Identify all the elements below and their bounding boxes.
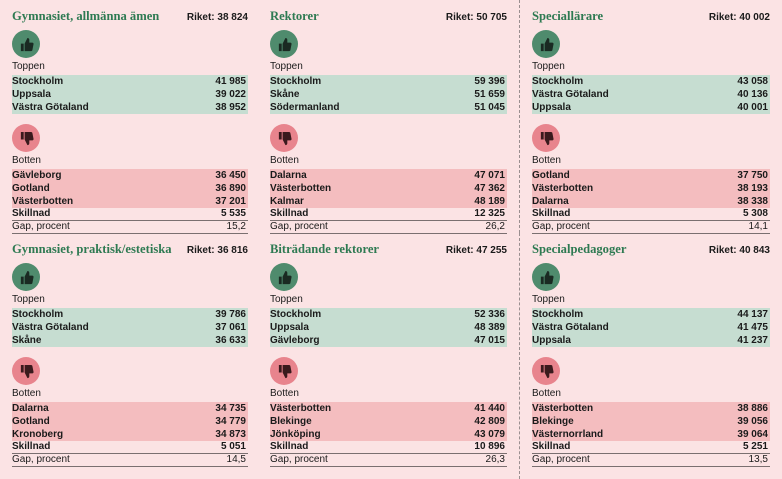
table-row xyxy=(12,402,248,415)
row-name: Gap, procent xyxy=(270,221,328,232)
county-name: Västerbotten xyxy=(532,403,594,414)
county-name: Dalarna xyxy=(532,196,569,207)
bottom-list xyxy=(532,169,770,208)
salary-panel xyxy=(0,233,258,479)
salary-value: 47 071 xyxy=(474,170,505,181)
county-name: Västerbotten xyxy=(12,196,74,207)
row-name: Skillnad xyxy=(12,441,51,452)
county-name: Västra Götaland xyxy=(532,89,609,100)
county-name: Jönköping xyxy=(270,429,321,440)
salary-value: 40 136 xyxy=(737,89,768,100)
table-row xyxy=(270,75,507,88)
table-row xyxy=(12,195,248,208)
salary-value: 43 058 xyxy=(737,76,768,87)
row-value: 15,2 xyxy=(226,221,246,232)
table-row xyxy=(532,88,770,101)
salary-value: 51 659 xyxy=(474,89,505,100)
row-value: 5 251 xyxy=(742,441,768,452)
salary-value: 38 886 xyxy=(737,403,768,414)
row-name: Skillnad xyxy=(270,208,309,219)
table-row xyxy=(270,428,507,441)
table-row xyxy=(12,321,248,334)
county-name: Dalarna xyxy=(270,170,307,181)
row-name: Skillnad xyxy=(12,208,51,219)
table-row xyxy=(12,428,248,441)
salary-panel xyxy=(520,0,782,233)
top-list xyxy=(532,75,770,114)
top-label: Toppen xyxy=(532,61,565,72)
thumbs-down-icon xyxy=(532,124,560,152)
salary-value: 39 022 xyxy=(215,89,246,100)
county-name: Gävleborg xyxy=(270,335,320,346)
national-average: Riket: 40 843 xyxy=(708,245,770,256)
row-value: 5 051 xyxy=(220,441,246,452)
county-name: Kronoberg xyxy=(12,429,64,440)
row-value: 14,5 xyxy=(226,454,246,465)
row-value: 26,3 xyxy=(485,454,505,465)
salary-value: 43 079 xyxy=(474,429,505,440)
top-list xyxy=(532,308,770,347)
bottom-label: Botten xyxy=(12,155,41,166)
thumbs-down-icon xyxy=(532,357,560,385)
county-name: Stockholm xyxy=(270,309,322,320)
table-row xyxy=(270,415,507,428)
top-list xyxy=(270,75,507,114)
bottom-list xyxy=(532,402,770,441)
difference-row xyxy=(12,441,248,454)
bottom-list xyxy=(270,402,507,441)
bottom-label: Botten xyxy=(270,388,299,399)
table-row xyxy=(270,169,507,182)
row-name: Gap, procent xyxy=(12,221,70,232)
salary-value: 59 396 xyxy=(474,76,505,87)
salary-value: 38 338 xyxy=(737,196,768,207)
table-row xyxy=(270,101,507,114)
panel-title: Specialpedagoger xyxy=(532,242,627,256)
salary-value: 41 475 xyxy=(737,322,768,333)
thumbs-down-icon xyxy=(12,357,40,385)
salary-value: 34 873 xyxy=(215,429,246,440)
panel-header xyxy=(532,242,770,259)
table-row xyxy=(532,182,770,195)
salary-panel xyxy=(258,0,520,233)
thumbs-up-icon xyxy=(270,263,298,291)
county-name: Gotland xyxy=(12,416,50,427)
county-name: Västra Götaland xyxy=(12,322,89,333)
table-row xyxy=(532,75,770,88)
county-name: Södermanland xyxy=(270,102,340,113)
thumbs-down-icon xyxy=(270,124,298,152)
gap-percent-row xyxy=(532,454,770,467)
salary-value: 51 045 xyxy=(474,102,505,113)
difference-row xyxy=(270,441,507,454)
thumbs-up-icon xyxy=(12,263,40,291)
difference-row xyxy=(532,441,770,454)
row-name: Gap, procent xyxy=(532,454,590,465)
salary-value: 39 056 xyxy=(737,416,768,427)
panel-header xyxy=(12,242,248,259)
salary-value: 41 985 xyxy=(215,76,246,87)
salary-value: 36 450 xyxy=(215,170,246,181)
table-row xyxy=(532,169,770,182)
county-name: Västerbotten xyxy=(270,403,332,414)
panel-title: Biträdande rektorer xyxy=(270,242,380,256)
row-value: 26,2 xyxy=(485,221,505,232)
county-name: Stockholm xyxy=(12,76,64,87)
national-average: Riket: 40 002 xyxy=(708,12,770,23)
salary-panel xyxy=(258,233,520,479)
top-label: Toppen xyxy=(12,294,45,305)
county-name: Uppsala xyxy=(12,89,51,100)
top-list xyxy=(270,308,507,347)
row-name: Skillnad xyxy=(270,441,309,452)
row-name: Gap, procent xyxy=(12,454,70,465)
panel-header xyxy=(270,242,507,259)
salary-value: 44 137 xyxy=(737,309,768,320)
panel-header xyxy=(12,9,248,26)
salary-value: 38 952 xyxy=(215,102,246,113)
salary-value: 40 001 xyxy=(737,102,768,113)
national-average: Riket: 50 705 xyxy=(445,12,507,23)
county-name: Stockholm xyxy=(532,76,584,87)
top-list xyxy=(12,75,248,114)
salary-value: 36 890 xyxy=(215,183,246,194)
gap-percent-row xyxy=(270,454,507,467)
table-row xyxy=(532,101,770,114)
national-average: Riket: 38 824 xyxy=(186,12,248,23)
salary-value: 48 389 xyxy=(474,322,505,333)
county-name: Uppsala xyxy=(532,102,571,113)
row-value: 10 896 xyxy=(474,441,505,452)
salary-value: 41 440 xyxy=(474,403,505,414)
bottom-label: Botten xyxy=(12,388,41,399)
panel-title: Speciallärare xyxy=(532,9,604,23)
row-name: Skillnad xyxy=(532,441,571,452)
salary-value: 42 809 xyxy=(474,416,505,427)
top-label: Toppen xyxy=(270,294,303,305)
row-value: 14,1 xyxy=(748,221,768,232)
bottom-label: Botten xyxy=(532,155,561,166)
thumbs-up-icon xyxy=(532,263,560,291)
table-row xyxy=(270,88,507,101)
difference-row xyxy=(270,208,507,221)
table-row xyxy=(12,75,248,88)
county-name: Uppsala xyxy=(532,335,571,346)
county-name: Stockholm xyxy=(532,309,584,320)
thumbs-up-icon xyxy=(12,30,40,58)
panel-title: Gymnasiet, allmänna ämen xyxy=(12,9,160,23)
top-label: Toppen xyxy=(12,61,45,72)
bottom-label: Botten xyxy=(532,388,561,399)
top-list xyxy=(12,308,248,347)
table-row xyxy=(532,428,770,441)
county-name: Dalarna xyxy=(12,403,49,414)
bottom-label: Botten xyxy=(270,155,299,166)
table-row xyxy=(270,308,507,321)
county-name: Gotland xyxy=(532,170,570,181)
county-name: Stockholm xyxy=(12,309,64,320)
bottom-list xyxy=(12,169,248,208)
county-name: Skåne xyxy=(12,335,42,346)
row-value: 5 535 xyxy=(220,208,246,219)
county-name: Skåne xyxy=(270,89,300,100)
table-row xyxy=(12,88,248,101)
salary-value: 37 061 xyxy=(215,322,246,333)
table-row xyxy=(270,321,507,334)
salary-value: 48 189 xyxy=(474,196,505,207)
row-name: Skillnad xyxy=(532,208,571,219)
county-name: Gotland xyxy=(12,183,50,194)
thumbs-down-icon xyxy=(12,124,40,152)
salary-value: 37 750 xyxy=(737,170,768,181)
national-average: Riket: 47 255 xyxy=(445,245,507,256)
county-name: Västernorrland xyxy=(532,429,604,440)
difference-row xyxy=(12,208,248,221)
table-row xyxy=(270,182,507,195)
salary-value: 47 362 xyxy=(474,183,505,194)
row-name: Gap, procent xyxy=(270,454,328,465)
row-name: Gap, procent xyxy=(532,221,590,232)
county-name: Västra Götaland xyxy=(12,102,89,113)
table-row xyxy=(12,334,248,347)
panel-header xyxy=(270,9,507,26)
national-average: Riket: 36 816 xyxy=(186,245,248,256)
thumbs-up-icon xyxy=(270,30,298,58)
gap-percent-row xyxy=(12,454,248,467)
table-row xyxy=(270,402,507,415)
salary-panel xyxy=(0,0,258,233)
table-row xyxy=(12,308,248,321)
bottom-list xyxy=(270,169,507,208)
county-name: Blekinge xyxy=(270,416,312,427)
table-row xyxy=(532,334,770,347)
row-value: 5 308 xyxy=(742,208,768,219)
county-name: Stockholm xyxy=(270,76,322,87)
bottom-list xyxy=(12,402,248,441)
salary-value: 41 237 xyxy=(737,335,768,346)
county-name: Kalmar xyxy=(270,196,304,207)
table-row xyxy=(270,334,507,347)
salary-value: 34 779 xyxy=(215,416,246,427)
thumbs-down-icon xyxy=(270,357,298,385)
table-row xyxy=(12,182,248,195)
table-row xyxy=(532,402,770,415)
salary-value: 39 786 xyxy=(215,309,246,320)
panel-header xyxy=(532,9,770,26)
table-row xyxy=(12,101,248,114)
county-name: Gävleborg xyxy=(12,170,62,181)
thumbs-up-icon xyxy=(532,30,560,58)
salary-value: 34 735 xyxy=(215,403,246,414)
row-value: 12 325 xyxy=(474,208,505,219)
county-name: Blekinge xyxy=(532,416,574,427)
salary-value: 39 064 xyxy=(737,429,768,440)
top-label: Toppen xyxy=(532,294,565,305)
salary-value: 47 015 xyxy=(474,335,505,346)
salary-value: 36 633 xyxy=(215,335,246,346)
panel-title: Gymnasiet, praktisk/estetiska xyxy=(12,242,172,256)
table-row xyxy=(12,415,248,428)
table-row xyxy=(532,415,770,428)
table-row xyxy=(532,321,770,334)
row-value: 13,5 xyxy=(748,454,768,465)
top-label: Toppen xyxy=(270,61,303,72)
table-row xyxy=(532,308,770,321)
county-name: Uppsala xyxy=(270,322,309,333)
table-row xyxy=(532,195,770,208)
county-name: Västerbotten xyxy=(532,183,594,194)
salary-value: 38 193 xyxy=(737,183,768,194)
difference-row xyxy=(532,208,770,221)
salary-value: 52 336 xyxy=(474,309,505,320)
table-row xyxy=(12,169,248,182)
salary-panel xyxy=(520,233,782,479)
county-name: Västra Götaland xyxy=(532,322,609,333)
panel-title: Rektorer xyxy=(270,9,319,23)
salary-value: 37 201 xyxy=(215,196,246,207)
county-name: Västerbotten xyxy=(270,183,332,194)
table-row xyxy=(270,195,507,208)
